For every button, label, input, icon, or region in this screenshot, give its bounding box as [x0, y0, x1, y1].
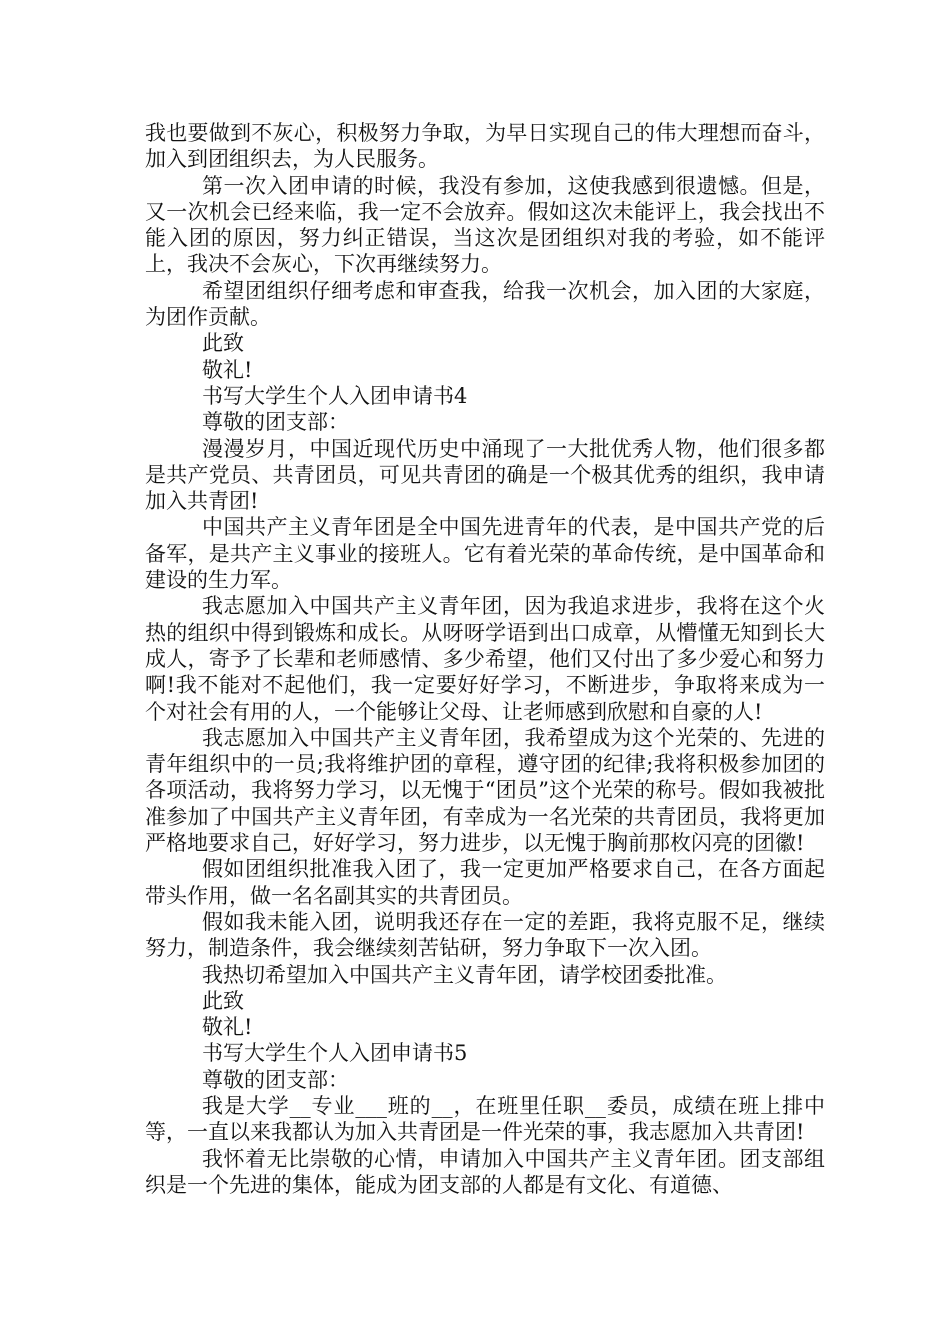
document-paragraph: 我志愿加入中国共产主义青年团，因为我追求进步，我将在这个火热的组织中得到锻炼和成长。从呀呀学语到出口成章，从懵懂无知到长大成人，寄予了长辈和老师感情、多少希望，他们又付出了多少爱心和努力啊!我不能对不起他们，我一定要好好学习，不断进步，争取将来成为一个对社会有用的人，一个能够让父母、让老师感到欣慰和自豪的人! — [145, 594, 825, 724]
document-paragraph: 书写大学生个人入团申请书5 — [202, 1041, 468, 1066]
document-paragraph: 尊敬的团支部： — [202, 1067, 349, 1092]
document-paragraph: 敬礼! — [202, 1015, 253, 1040]
document-paragraph: 第一次入团申请的时候，我没有参加，这使我感到很遗憾。但是，又一次机会已经来临，我一定不会放弃。假如这次未能评上，我会找出不能入团的原因，努力纠正错误，当这次是团组织对我的考验，如不能评上，我决不会灰心，下次再继续努力。 — [145, 173, 825, 277]
document-paragraph: 假如团组织批准我入团了，我一定更加严格要求自己，在各方面起带头作用，做一名名副其实的共青团员。 — [145, 857, 825, 908]
document-paragraph: 希望团组织仔细考虑和审查我，给我一次机会，加入团的大家庭，为团作贡献。 — [145, 278, 825, 330]
document-paragraph: 我也要做到不灰心，积极努力争取，为早日实现自己的伟大理想而奋斗，加入到团组织去，为人民服务。 — [145, 121, 825, 172]
document-body — [145, 120, 825, 1198]
document-paragraph: 我热切希望加入中国共产主义青年团，请学校团委批准。 — [202, 962, 727, 987]
document-paragraph: 此致 — [202, 331, 244, 356]
document-paragraph: 敬礼! — [202, 357, 253, 382]
document-paragraph: 我怀着无比崇敬的心情，申请加入中国共产主义青年团。团支部组织是一个先进的集体，能成为团支部的人都是有文化、有道德、 — [145, 1146, 825, 1197]
document-paragraph: 尊敬的团支部： — [202, 410, 349, 435]
document-paragraph: 此致 — [202, 988, 244, 1013]
document-paragraph: 假如我未能入团，说明我还存在一定的差距，我将克服不足，继续努力，制造条件，我会继续刻苦钻研，努力争取下一次入团。 — [145, 909, 825, 961]
document-paragraph: 我是大学__专业___班的__，在班里任职__委员，成绩在班上排中等，一直以来我都认为加入共青团是一件光荣的事，我志愿加入共青团! — [145, 1093, 825, 1145]
document-paragraph: 漫漫岁月，中国近现代历史中涌现了一大批优秀人物，他们很多都是共产党员、共青团员，可见共青团的确是一个极其优秀的组织，我申请加入共青团! — [145, 436, 825, 514]
document-paragraph: 中国共产主义青年团是全中国先进青年的代表，是中国共产党的后备军，是共产主义事业的接班人。它有着光荣的革命传统，是中国革命和建设的生力军。 — [145, 515, 825, 593]
document-paragraph: 我志愿加入中国共产主义青年团，我希望成为这个光荣的、先进的青年组织中的一员;我将维护团的章程，遵守团的纪律;我将积极参加团的各项活动，我将努力学习，以无愧于“团员”这个光荣的称号。假如我被批准参加了中国共产主义青年团，有幸成为一名光荣的共青团员，我将更加严格地要求自己，好好学习，努力进步，以无愧于胸前那枚闪亮的团徽! — [145, 725, 825, 856]
document-paragraph: 书写大学生个人入团申请书4 — [202, 383, 468, 408]
